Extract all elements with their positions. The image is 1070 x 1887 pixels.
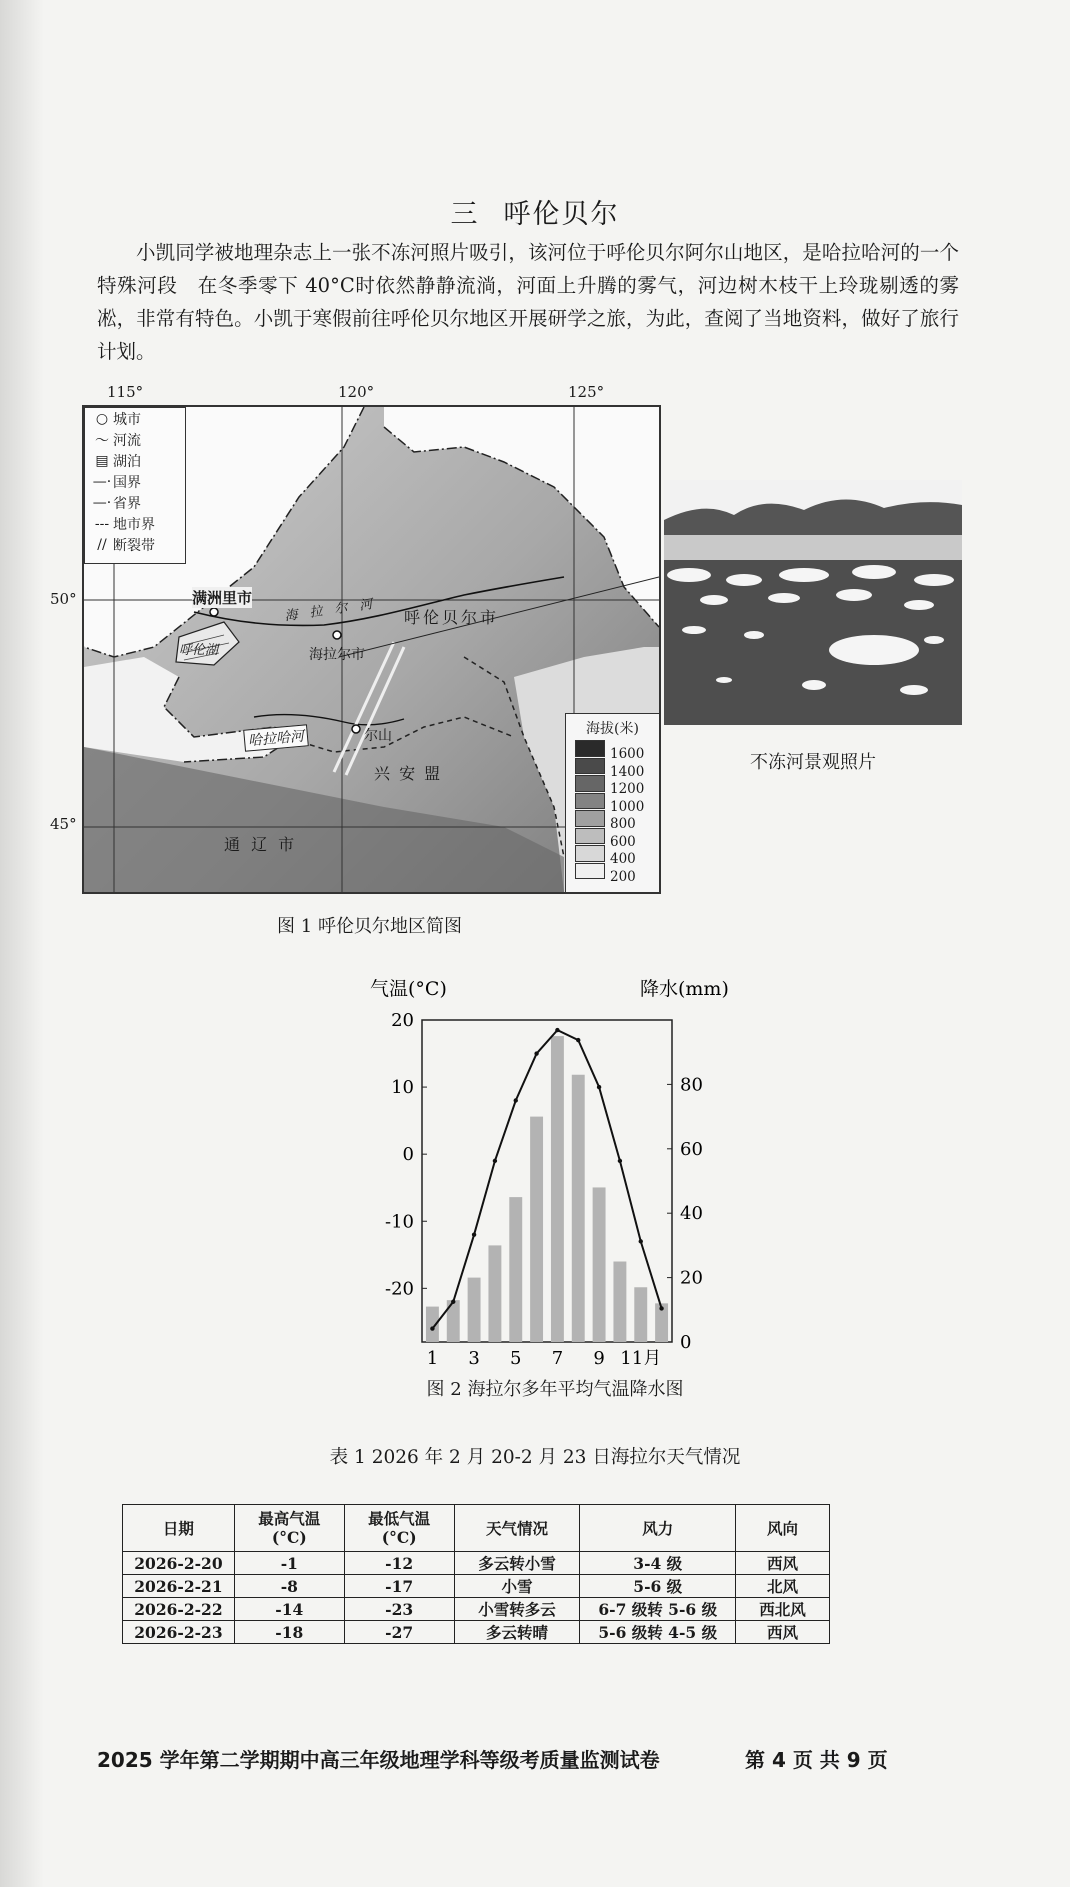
table-cell: 小雪 — [454, 1575, 580, 1598]
table-row — [123, 1575, 830, 1598]
city-manzhouli — [210, 608, 218, 616]
table-cell: 西风 — [736, 1621, 830, 1644]
table-header-cell: 最高气温 (°C) — [234, 1505, 344, 1552]
table-title: 表 1 2026 年 2 月 20-2 月 23 日海拉尔天气情况 — [329, 1447, 741, 1468]
temperature-point — [493, 1159, 497, 1163]
section-number: 三 — [450, 199, 480, 230]
y-left-tick-label: 0 — [402, 1144, 414, 1166]
table-cell: 5-6 级转 4-5 级 — [580, 1621, 736, 1644]
table-cell: -23 — [344, 1598, 454, 1621]
elevation-swatch — [575, 740, 605, 757]
legend-item — [85, 429, 185, 450]
label-xinganmeng: 兴 安 盟 — [374, 764, 443, 783]
elevation-level-label: 1600 — [610, 746, 645, 762]
temperature-point — [597, 1085, 601, 1089]
temperature-point — [514, 1098, 518, 1102]
elevation-swatch — [575, 828, 605, 845]
y-left-tick-label: -20 — [385, 1278, 414, 1300]
table-header-cell: 最低气温 (°C) — [344, 1505, 454, 1552]
legend-item — [85, 492, 185, 513]
table-cell: -14 — [234, 1598, 344, 1621]
national-border-icon: —· — [92, 473, 112, 490]
y-right-tick-label: 0 — [680, 1332, 692, 1353]
weather-table — [122, 1504, 830, 1644]
table-cell: 小雪转多云 — [454, 1598, 580, 1621]
photo-caption: 不冻河景观照片 — [750, 752, 876, 773]
elevation-level-label: 200 — [610, 868, 636, 885]
table-cell: -17 — [344, 1575, 454, 1598]
legend-item — [85, 408, 185, 429]
table-cell: 2026-2-21 — [123, 1575, 235, 1598]
table-cell: 5-6 级 — [580, 1575, 736, 1598]
precipitation-bar — [530, 1117, 543, 1342]
table-cell: 北风 — [736, 1575, 830, 1598]
legend-item — [85, 513, 185, 534]
label-aershan: 尔山 — [364, 728, 392, 744]
elevation-legend-title: 海拔(米) — [586, 721, 639, 737]
y-right-tick-label: 20 — [680, 1267, 703, 1289]
temperature-point — [534, 1051, 538, 1055]
lake-icon: ▤ — [95, 452, 109, 469]
section-heading: 呼伦贝尔 — [503, 199, 620, 230]
precipitation-bar — [551, 1036, 564, 1342]
footer-exam-title: 2025 学年第二学期期中高三年级地理学科等级考质量监测试卷 — [97, 1748, 660, 1772]
table-header-cell: 风力 — [580, 1505, 736, 1552]
elevation-swatch — [575, 775, 605, 792]
figure-2-caption: 图 2 海拉尔多年平均气温降水图 — [426, 1379, 684, 1400]
legend-item — [85, 471, 185, 492]
precipitation-bar — [572, 1075, 585, 1342]
halaha-river — [254, 715, 404, 725]
label-hulunbuir: 呼伦贝尔市 — [404, 608, 500, 627]
city-border-icon: --- — [94, 515, 110, 532]
table-cell: -8 — [234, 1575, 344, 1598]
y-right-tick-label: 80 — [680, 1074, 703, 1096]
label-manzhouli: 满洲里市 — [192, 589, 253, 607]
elevation-level-label: 800 — [610, 816, 636, 832]
precipitation-bar — [613, 1262, 626, 1343]
unfrozen-river-photo — [664, 480, 962, 725]
elevation-legend — [565, 713, 660, 893]
legend-item-label: 国界 — [113, 474, 141, 491]
table-row — [123, 1552, 830, 1575]
temperature-point — [659, 1306, 663, 1310]
temperature-point — [555, 1028, 559, 1032]
river-icon: 〜 — [95, 432, 109, 449]
table-row — [123, 1598, 830, 1621]
legend-item — [85, 534, 185, 555]
elevation-level-label: 1400 — [610, 763, 645, 780]
y-left-tick-label: -10 — [385, 1211, 414, 1233]
fault-icon: // — [97, 536, 107, 553]
elevation-level-label: 600 — [610, 833, 636, 850]
table-cell: 多云转晴 — [454, 1621, 580, 1644]
label-halaha: 哈拉哈河 — [243, 724, 309, 751]
table-header-cell: 天气情况 — [454, 1505, 580, 1552]
table-cell: -12 — [344, 1552, 454, 1575]
label-hailar: 海拉尔市 — [309, 647, 365, 663]
legend-item-label: 地市界 — [113, 516, 155, 533]
x-tick-label: 3 — [468, 1348, 480, 1365]
x-tick-label: 9 — [593, 1348, 605, 1365]
foreign-territory-ne — [384, 407, 659, 627]
precipitation-bar — [468, 1278, 481, 1342]
fault-line-2 — [346, 647, 404, 775]
label-hulun-lake: 呼伦湖 — [179, 643, 219, 658]
southern-terrain — [84, 747, 564, 892]
table-cell: -18 — [234, 1621, 344, 1644]
elevation-level-label: 1000 — [610, 798, 645, 815]
table-cell: 2026-2-20 — [123, 1552, 235, 1575]
x-tick-label: 11月 — [620, 1348, 662, 1365]
city-dot-icon: ○ — [95, 410, 109, 427]
temperature-point — [451, 1300, 455, 1304]
y-right-axis-label: 降水(mm) — [640, 978, 729, 1000]
table-cell: 2026-2-22 — [123, 1598, 235, 1621]
map-legend — [84, 407, 186, 564]
elevation-swatch — [575, 845, 605, 862]
elevation-swatch — [575, 810, 605, 827]
x-tick-label: 7 — [551, 1348, 564, 1365]
temperature-point — [430, 1326, 434, 1330]
footer-page-number: 第 4 页 共 9 页 — [745, 1748, 888, 1772]
intro-paragraph: 小凯同学被地理杂志上一张不冻河照片吸引，该河位于呼伦贝尔阿尔山地区，是哈拉哈河的一个特殊河段 在冬季零下 40°C时依然静静流淌，河面上升腾的雾气，河边树木枝干上玲珑剔透的雾凇，非常有特色。小凯于寒假前往呼伦贝尔地区开展研学之旅，为此，查阅了当地资料，做好了旅行计划。 — [97, 241, 959, 363]
temperature-point — [618, 1159, 622, 1163]
table-header-cell: 风向 — [736, 1505, 830, 1552]
temperature-point — [472, 1232, 476, 1236]
precipitation-bar — [509, 1197, 522, 1342]
table-cell: 多云转小雪 — [454, 1552, 580, 1575]
y-left-tick-label: 20 — [391, 1010, 414, 1031]
y-left-axis-label: 气温(°C) — [370, 978, 447, 1000]
lat-label-45: 45° — [50, 815, 77, 833]
city-aershan — [352, 725, 360, 733]
city-border-2 — [284, 717, 514, 752]
legend-item-label: 城市 — [113, 411, 141, 428]
x-tick-label: 5 — [510, 1348, 522, 1365]
elevation-level-label: 1200 — [610, 781, 645, 797]
legend-item — [85, 450, 185, 471]
lon-label-120: 120° — [338, 383, 375, 401]
section-title — [0, 192, 1070, 231]
table-row — [123, 1621, 830, 1644]
label-tongliao: 通 辽 市 — [224, 835, 298, 854]
province-border-icon: —· — [92, 494, 112, 511]
legend-item-label: 断裂带 — [113, 537, 155, 554]
lon-label-125: 125° — [568, 383, 605, 401]
x-tick-label: 1 — [426, 1348, 439, 1365]
legend-item-label: 河流 — [113, 432, 141, 449]
label-hailar-river: 海 拉 尔 河 — [283, 596, 378, 625]
elevation-swatch — [575, 863, 605, 880]
elevation-swatch — [575, 758, 605, 775]
elevation-level-label: 400 — [610, 851, 636, 867]
precipitation-bar — [593, 1187, 606, 1342]
precipitation-bar — [634, 1287, 647, 1342]
y-left-tick-label: 10 — [391, 1077, 414, 1099]
y-right-tick-label: 60 — [680, 1138, 703, 1160]
temperature-point — [639, 1239, 643, 1243]
table-cell: -1 — [234, 1552, 344, 1575]
precipitation-bar — [488, 1245, 501, 1342]
elevation-swatch — [575, 793, 605, 810]
table-cell: -27 — [344, 1621, 454, 1644]
table-header-cell: 日期 — [123, 1505, 235, 1552]
climate-chart — [360, 975, 750, 1365]
y-right-tick-label: 40 — [680, 1203, 703, 1225]
table-cell: 西风 — [736, 1552, 830, 1575]
photo-graphic — [664, 480, 962, 725]
legend-item-label: 湖泊 — [113, 453, 141, 470]
lon-label-115: 115° — [107, 383, 144, 401]
table-header-row — [123, 1505, 830, 1552]
scan-edge-shadow — [0, 0, 44, 1887]
legend-item-label: 省界 — [113, 495, 141, 512]
city-hailar — [333, 631, 341, 639]
temperature-line — [432, 1030, 661, 1329]
lat-label-50: 50° — [50, 590, 77, 608]
table-cell: 西北风 — [736, 1598, 830, 1621]
table-cell: 6-7 级转 5-6 级 — [580, 1598, 736, 1621]
figure-1-caption: 图 1 呼伦贝尔地区简图 — [277, 916, 462, 937]
temperature-point — [576, 1038, 580, 1042]
table-cell: 2026-2-23 — [123, 1621, 235, 1644]
table-cell: 3-4 级 — [580, 1552, 736, 1575]
